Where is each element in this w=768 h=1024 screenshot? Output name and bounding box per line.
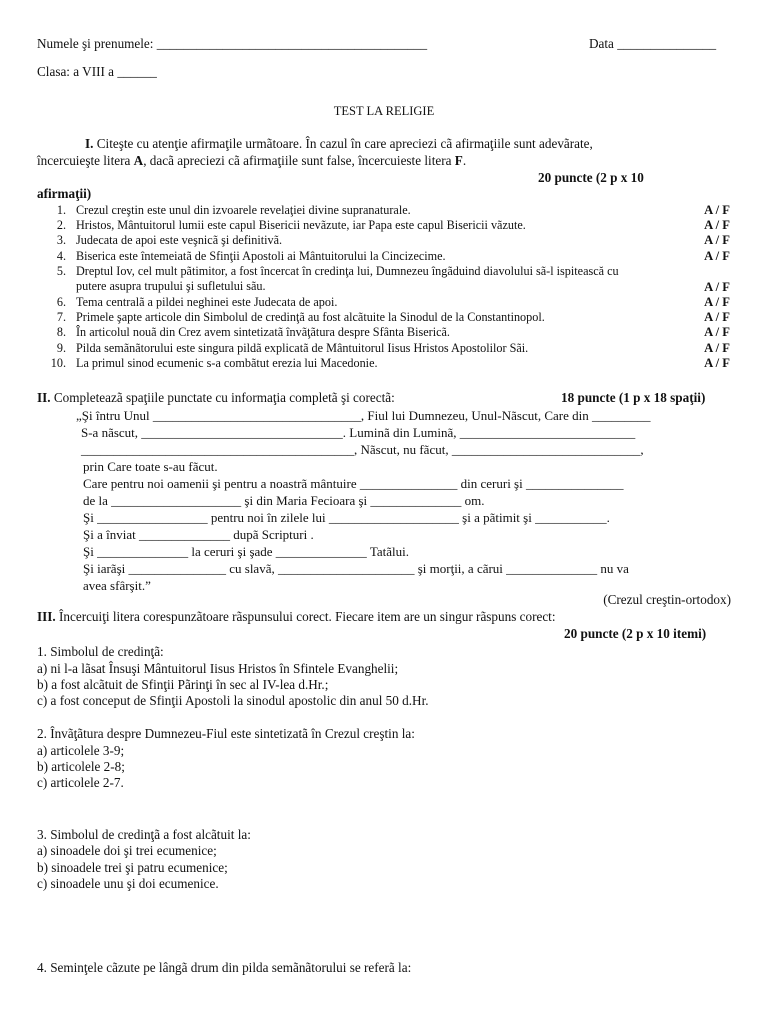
statement-text-cont: putere asupra trupului şi sufletului sãu. [76, 279, 266, 293]
question-1-option-b[interactable]: b) a fost alcãtuit de Sfinţii Pãrinţi în sec al IV-lea d.Hr.; [37, 677, 329, 692]
question-4-stem: 4. Seminţele cãzute pe lângã drum din pilda semãnãtorului se referã la: [37, 960, 412, 975]
true-false-choice[interactable]: A / F [704, 341, 730, 355]
statement-number: 10. [50, 356, 66, 370]
question-2-stem: 2. Învãţãtura despre Dumnezeu-Fiul este sintetizatã în Crezul creştin la: [37, 726, 415, 741]
statement-text: Judecata de apoi este veşnicã şi definitivã. [76, 233, 283, 247]
true-false-choice[interactable]: A / F [704, 218, 730, 232]
class-label: Clasa: a VIII a ______ [37, 64, 157, 79]
section2-points: 18 puncte (1 p x 18 spaţii) [561, 390, 706, 405]
section1-instruction-line1: I. Citeşte cu atenţie afirmaţile urmãtoare. În cazul în care apreciezi cã afirmaţiile sunt adevãrate, [85, 136, 593, 151]
section1-points-cont: afirmaţii) [37, 186, 92, 201]
test-title: TEST LA RELIGIE [333, 104, 435, 118]
question-2-option-c[interactable]: c) articolele 2-7. [37, 775, 124, 790]
date-label: Data _______________ [589, 36, 717, 51]
statement-text: Crezul creştin este unul din izvoarele revelaţiei divine supranaturale. [76, 203, 411, 217]
statement-text: Biserica este întemeiatã de Sfinţii Apostoli ai Mântuitorului la Cincizecime. [76, 249, 446, 263]
creed-line-11: avea sfârşit.” [83, 578, 151, 593]
statement-number: 6. [56, 295, 66, 309]
statement-number: 3. [56, 233, 66, 247]
creed-line-6: de la ____________________ şi din Maria Fecioara şi ______________ om. [83, 493, 485, 508]
creed-line-8: Şi a înviat ______________ dupã Scripturi . [83, 527, 314, 542]
statement-number: 7. [56, 310, 66, 324]
statement-text: Tema centralã a pildei neghinei este Judecata de apoi. [76, 295, 338, 309]
true-false-choice[interactable]: A / F [704, 249, 730, 263]
section1-points: 20 puncte (2 p x 10 [538, 170, 644, 185]
creed-line-4: prin Care toate s-au fãcut. [83, 459, 218, 474]
statement-number: 5. [56, 264, 66, 278]
true-false-choice[interactable]: A / F [704, 233, 730, 247]
creed-source: (Crezul creştin-ortodox) [603, 592, 731, 607]
question-2-option-b[interactable]: b) articolele 2-8; [37, 759, 125, 774]
creed-line-3: __________________________________________, Nãscut, nu fãcut, _____________________________, [81, 442, 644, 457]
question-3-option-c[interactable]: c) sinoadele unu şi doi ecumenice. [37, 876, 219, 891]
statement-text: Dreptul Iov, cel mult pãtimitor, a fost încercat în credinţa lui, Dumnezeu îngãduind diavolului sã-l ispitească cu [76, 264, 619, 278]
true-false-choice[interactable]: A / F [704, 310, 730, 324]
true-false-choice[interactable]: A / F [704, 280, 730, 294]
statement-number: 9. [56, 341, 66, 355]
section1-instruction-line2: încercuieşte litera A, dacã apreciezi cã afirmaţiile sunt false, încercuieste litera F. [37, 153, 467, 168]
creed-line-5: Care pentru noi oamenii şi pentru a noastrã mântuire _______________ din ceruri şi _______________ [83, 476, 624, 491]
true-false-choice[interactable]: A / F [704, 203, 730, 217]
statement-number: 2. [56, 218, 66, 232]
creed-line-10: Şi iarãşi _______________ cu slavã, _____________________ şi morţii, a cãrui ______________ nu va [83, 561, 629, 576]
creed-line-7: Şi _________________ pentru noi în zilele lui ____________________ şi a pãtimit şi ___________. [83, 510, 610, 525]
question-1-stem: 1. Simbolul de credinţã: [37, 644, 164, 659]
creed-line-2: S-a nãscut, _______________________________. Luminã din Luminã, ___________________________ [81, 425, 636, 440]
statement-text: Pilda semãnãtorului este singura pildã explicatã de Mântuitorul Iisus Hristos Apostolilor Sãi. [76, 341, 529, 355]
question-3-stem: 3. Simbolul de credinţã a fost alcãtuit la: [37, 827, 251, 842]
statement-number: 1. [56, 203, 66, 217]
statement-number: 4. [56, 249, 66, 263]
question-2-option-a[interactable]: a) articolele 3-9; [37, 743, 125, 758]
question-3-option-a[interactable]: a) sinoadele doi şi trei ecumenice; [37, 843, 217, 858]
true-false-choice[interactable]: A / F [704, 356, 730, 370]
section3-instruction: III. Încercuiţi litera corespunzãtoare rãspunsului corect. Fiecare item are un singur rãspuns corect: [37, 609, 556, 624]
statement-text: În articolul nouã din Crez avem sintetizatã învãţãtura despre Sfânta Bisericã. [76, 325, 450, 339]
true-false-choice[interactable]: A / F [704, 295, 730, 309]
question-1-option-c[interactable]: c) a fost conceput de Sfinţii Apostoli la sinodul apostolic din anul 50 d.Hr. [37, 693, 429, 708]
name-label: Numele şi prenumele: _________________________________________ [37, 36, 428, 51]
section3-points: 20 puncte (2 p x 10 itemi) [564, 626, 707, 641]
true-false-choice[interactable]: A / F [704, 325, 730, 339]
creed-line-1: „Şi întru Unul ________________________________, Fiul lui Dumnezeu, Unul-Nãscut, Care din _________ [76, 408, 651, 423]
statement-number: 8. [56, 325, 66, 339]
creed-line-9: Şi ______________ la ceruri şi şade ______________ Tatãlui. [83, 544, 409, 559]
question-3-option-b[interactable]: b) sinoadele trei şi patru ecumenice; [37, 860, 228, 875]
question-1-option-a[interactable]: a) ni l-a lãsat Însuşi Mântuitorul Iisus Hristos în Sfintele Evanghelii; [37, 661, 399, 676]
section2-instruction: II. Completeazã spaţiile punctate cu informaţia completã şi corectã: [37, 390, 395, 405]
statement-text: Hristos, Mântuitorul lumii este capul Bisericii nevãzute, iar Papa este capul Bisericii vãzute. [76, 218, 526, 232]
statement-text: La primul sinod ecumenic s-a combãtut erezia lui Macedonie. [76, 356, 378, 370]
statement-text: Primele şapte articole din Simbolul de credinţã au fost alcãtuite la Sinodul de la Constantinopol. [76, 310, 545, 324]
